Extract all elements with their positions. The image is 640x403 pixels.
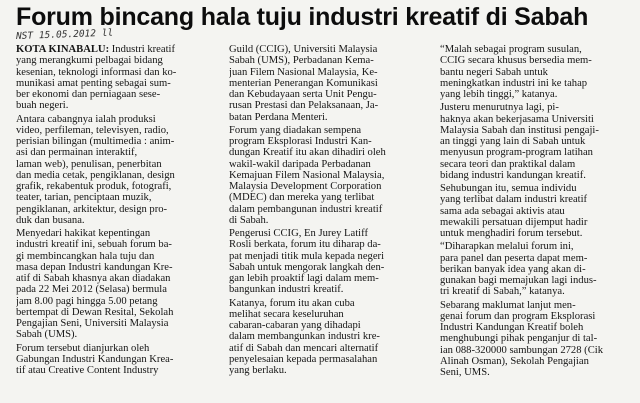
article-line: Guild (CCIG), Universiti Malaysia [229, 44, 378, 55]
article-line: Forum yang diadakan sempena [229, 124, 362, 136]
article-line: penyelesaian kepada permasalahan [229, 353, 378, 365]
article-line: Sabah untuk mengorak langkah den- [229, 261, 385, 273]
article-line: bertempat di Dewan Resital, Sekolah [16, 306, 174, 318]
article-line: wakil-wakil daripada Perbadanan [229, 158, 371, 170]
article-line: masa depan Industri kandungan Kre- [16, 261, 173, 273]
article-line: asi dan permainan interaktif, [16, 147, 138, 159]
article-line: munikasi amat penting sebagai sum- [16, 77, 171, 89]
article-line: Malaysia Development Corporation [229, 181, 382, 192]
article-line: Forum tersebut dianjurkan oleh [16, 342, 150, 354]
article-line: Rosli berkata, forum itu diharap da- [229, 239, 381, 251]
article-line: jam 8.00 pagi hingga 5.00 petang [16, 295, 158, 307]
article-line: laman web), penulisan, penerbitan [16, 158, 162, 170]
article-line: video, perfileman, televisyen, radio, [16, 124, 169, 136]
article-line: gi membincangkan hala tuju dan [16, 250, 155, 262]
article-line: meningkatkan industri ini ke tahap [440, 77, 588, 89]
headline: Forum bincang hala tuju industri kreatif di Sabah [16, 3, 589, 31]
article-line: Pengerusi CCIG, En Jurey Latiff [229, 228, 368, 239]
article-line: Katanya, forum itu akan cuba [229, 297, 355, 309]
article-line: Malaysia Sabah dan institusi pengaji- [440, 124, 599, 136]
article-line: tri kreatif di Sabah,” katanya. [440, 286, 565, 298]
article-line: Sabah (UMS). [16, 329, 78, 341]
article-line: dalam pembangunan industri kreatif [229, 203, 383, 215]
article-line: teater, tarian, penciptaan muzik, [16, 192, 152, 204]
article-line: kesenian, teknologi informasi dan ko- [16, 66, 177, 78]
article-line: atif di Sabah dan mencari alternatif [229, 342, 379, 354]
article-line: melihat secara keseluruhan [229, 308, 344, 320]
article-line: haknya akan bekerjasama Universiti [440, 113, 594, 125]
article-line: menghubungi pihak penganjur di tal- [440, 333, 598, 345]
article-line: Kemajuan Filem Nasional Malaysia, [229, 169, 385, 181]
article-line: (MDEC) dan mereka yang terlibat [229, 192, 375, 204]
article-line: duk dan busana. [16, 214, 85, 226]
article-line: genai forum dan program Eksplorasi [440, 310, 596, 322]
article-line: menterian Penerangan Komunikasi [229, 77, 378, 89]
article-line: Pengajian Seni, Universiti Malaysia [16, 318, 169, 329]
article-line: dalam membangunkan industri kre- [229, 331, 380, 343]
article-line: pengiklanan, arkitektur, design pro- [16, 203, 168, 215]
article-line: Antara cabangnya ialah produksi [16, 113, 156, 125]
article-line: rusan Prestasi dan Pelaksanaan, Ja- [229, 100, 379, 112]
article-line: buah negeri. [16, 100, 69, 112]
article-line: pat menjadi titik mula kepada negeri [229, 250, 385, 262]
article-line: grafik, rekabentuk produk, fotografi, [16, 181, 172, 192]
article-line: batan Perdana Menteri. [229, 111, 328, 123]
article-line: an tinggi yang lain di Sabah untuk [440, 136, 586, 147]
article-column-1 [16, 44, 212, 376]
article-line [16, 44, 212, 55]
article-line: sama ada sebagai aktivis atau [440, 205, 565, 217]
article-line: berikan banyak idea yang akan di- [440, 263, 586, 275]
article-line: menyusun program-program latihan [440, 147, 593, 159]
article-line: Menyedari hakikat kepentingan [16, 228, 151, 239]
article-line: para panel dan peserta dapat mem- [440, 252, 588, 264]
article-line: ian 088-320000 sambungan 2728 (Cik [440, 344, 604, 356]
article-column-2 [229, 44, 427, 376]
article-line: dan Kebudayaan serta Unit Pengu- [229, 89, 377, 100]
article-line: Sehubungan itu, semua individu [440, 183, 577, 194]
article-line: CCIG secara khusus bersedia mem- [440, 55, 592, 67]
article-column-3 [440, 44, 638, 378]
article-line: Industri Kandungan Kreatif boleh [440, 322, 584, 333]
article-line: cabaran-cabaran yang dihadapi [229, 320, 361, 331]
article-line: ber ekonomi dan perniagaan sese- [16, 89, 161, 100]
article-line: Gabungan Industri Kandungan Krea- [16, 353, 174, 365]
article-line: Alinah Osman), Sekolah Pengajian [440, 355, 589, 367]
article-line: pada 22 Mei 2012 (Selasa) bermula [16, 284, 167, 296]
handwritten-clip-note: NST 15.05.2012 ll [15, 27, 114, 42]
article-line: juan Filem Nasional Malaysia, Ke- [229, 66, 378, 78]
article-line: Seni, UMS. [440, 367, 490, 378]
article-line: tif atau Creative Content Industry [16, 365, 159, 376]
article-line: gan lebih proaktif lagi dalam mem- [229, 273, 379, 284]
article-line: mewakili persatuan dijemput hadir [440, 216, 588, 228]
article-line: yang berlaku. [229, 365, 287, 376]
article-line: program Eksplorasi Industri Kan- [229, 136, 372, 147]
article-line: Sabah (UMS), Perbadanan Kema- [229, 55, 374, 67]
article-line-text: Industri kreatif [109, 44, 176, 55]
article-line: industri kreatif ini, sebuah forum ba- [16, 239, 172, 251]
article-line: gunakan bagi memajukan lagi indus- [440, 275, 597, 286]
article-line: bangunkan industri kreatif. [229, 284, 344, 296]
article-line: perisian bilingan (multimedia : anim- [16, 136, 175, 147]
article-line: yang lebih tinggi,” katanya. [440, 89, 558, 100]
article-line: atif di Sabah khasnya akan diadakan [16, 273, 171, 284]
article-line: bidang industri kandungan kreatif. [440, 169, 586, 181]
article-line: bantu negeri Sabah untuk [440, 66, 548, 78]
dateline: KOTA KINABALU: [16, 44, 110, 55]
article-line: Sebarang maklumat lanjut men- [440, 299, 576, 311]
article-line: “Malah sebagai program susulan, [440, 44, 582, 55]
article-line: untuk menghadiri forum tersebut. [440, 228, 583, 239]
article-line: di Sabah. [229, 214, 269, 226]
article-line: yang terlibat dalam industri kreatif [440, 194, 588, 206]
article-line: Justeru menurutnya lagi, pi- [440, 102, 559, 114]
article-line: dan media cetak, pengiklanan, design [16, 169, 175, 181]
article-line: yang merangkumi pelbagai bidang [16, 55, 163, 67]
article-line: dungan Kreatif itu akan dihadiri oleh [229, 147, 386, 159]
article-line: secara teori dan praktikal dalam [440, 158, 576, 170]
article-line: “Diharapkan melalui forum ini, [440, 241, 574, 253]
